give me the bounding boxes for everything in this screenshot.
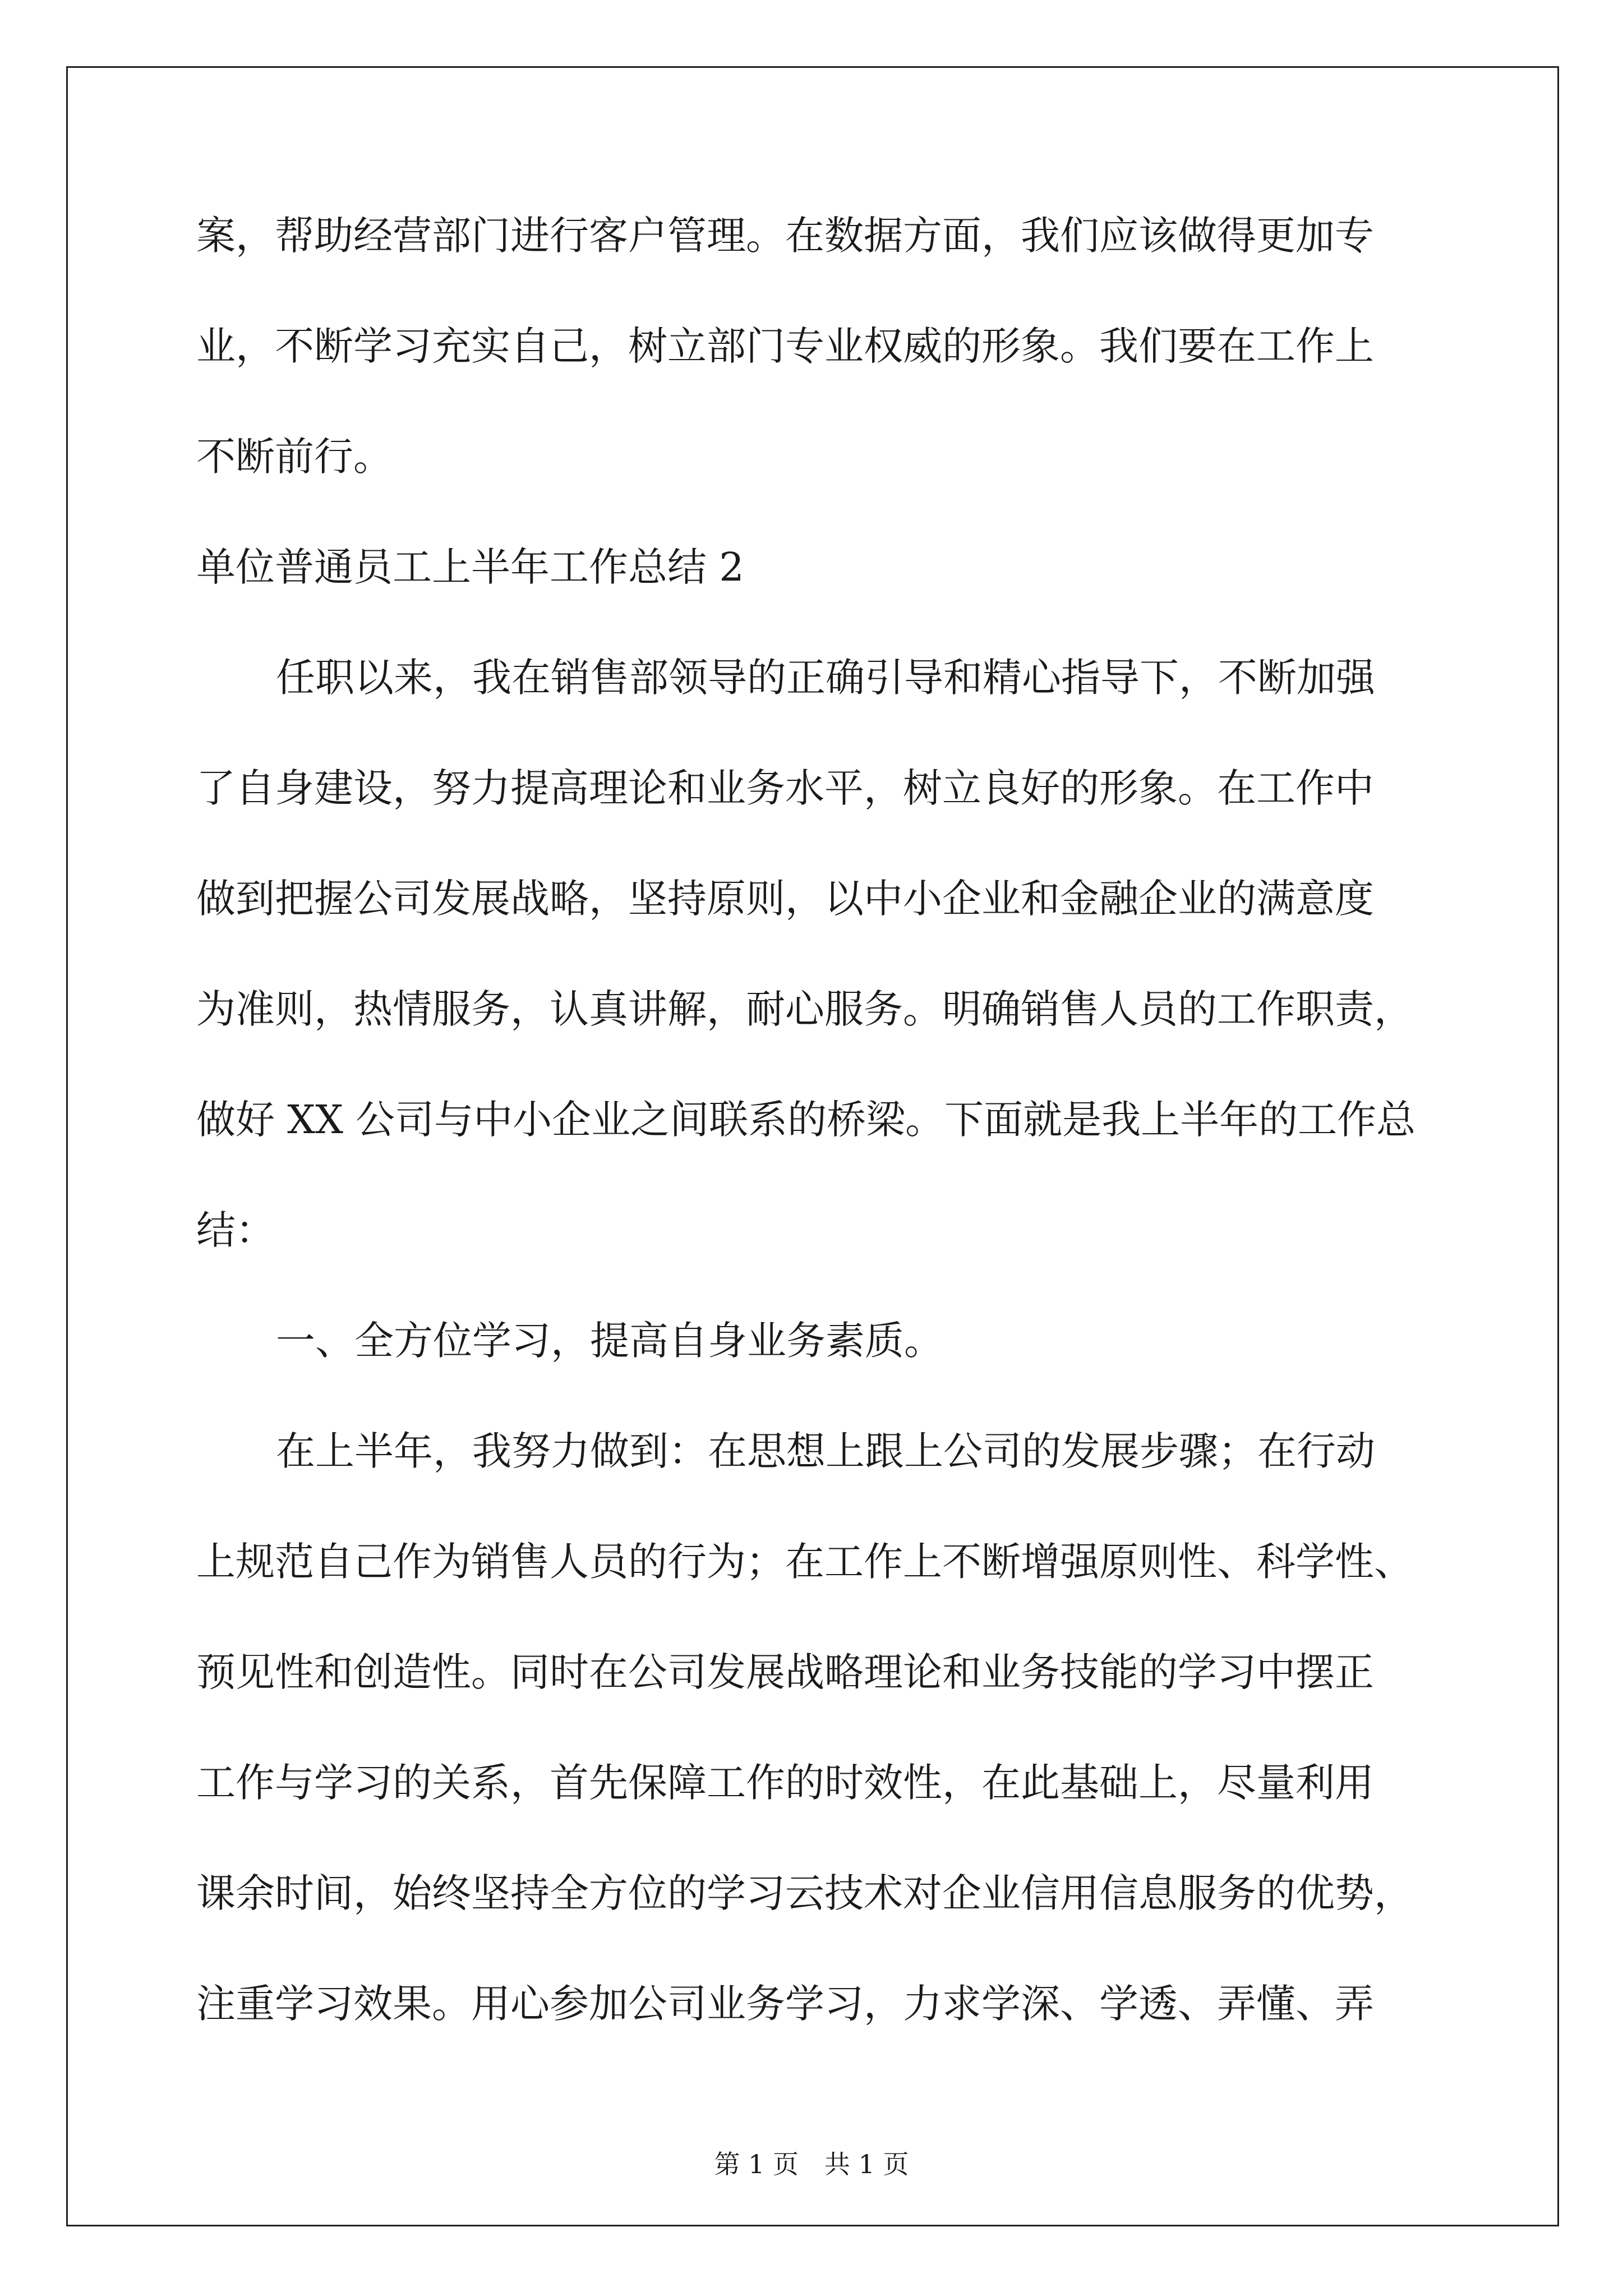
body-line: 课余时间，始终坚持全方位的学习云技术对企业信用信息服务的优势， (196, 1870, 1413, 1916)
body-line: 结： (196, 1207, 275, 1253)
body-line: 不断前行。 (196, 434, 393, 480)
body-line: 任职以来，我在销售部领导的正确引导和精心指导下，不断加强 (276, 655, 1375, 701)
subsection-heading: 一、全方位学习，提高自身业务素质。 (276, 1318, 943, 1364)
body-line: 上规范自己作为销售人员的行为；在工作上不断增强原则性、科学性、 (196, 1539, 1413, 1585)
body-line: 工作与学习的关系，首先保障工作的时效性，在此基础上，尽量利用 (196, 1760, 1374, 1806)
body-line: 做到把握公司发展战略，坚持原则，以中小企业和金融企业的满意度 (196, 876, 1374, 922)
page-footer: 第 1 页 共 1 页 (714, 2149, 909, 2179)
body-line: 在上半年，我努力做到：在思想上跟上公司的发展步骤；在行动 (276, 1428, 1375, 1474)
body-line: 注重学习效果。用心参加公司业务学习，力求学深、学透、弄懂、弄 (196, 1981, 1374, 2027)
body-line: 为准则，热情服务，认真讲解，耐心服务。明确销售人员的工作职责， (196, 986, 1413, 1032)
body-line: 预见性和创造性。同时在公司发展战略理论和业务技能的学习中摆正 (196, 1649, 1374, 1695)
body-line: 业，不断学习充实自己，树立部门专业权威的形象。我们要在工作上 (196, 323, 1374, 369)
body-line: 了自身建设，努力提高理论和业务水平，树立良好的形象。在工作中 (196, 765, 1374, 811)
document-body (196, 208, 1436, 2086)
body-line: 做好 XX 公司与中小企业之间联系的桥梁。下面就是我上半年的工作总 (196, 1097, 1416, 1143)
body-line: 案，帮助经营部门进行客户管理。在数据方面，我们应该做得更加专 (196, 213, 1374, 259)
section-heading: 单位普通员工上半年工作总结 2 (196, 544, 744, 590)
